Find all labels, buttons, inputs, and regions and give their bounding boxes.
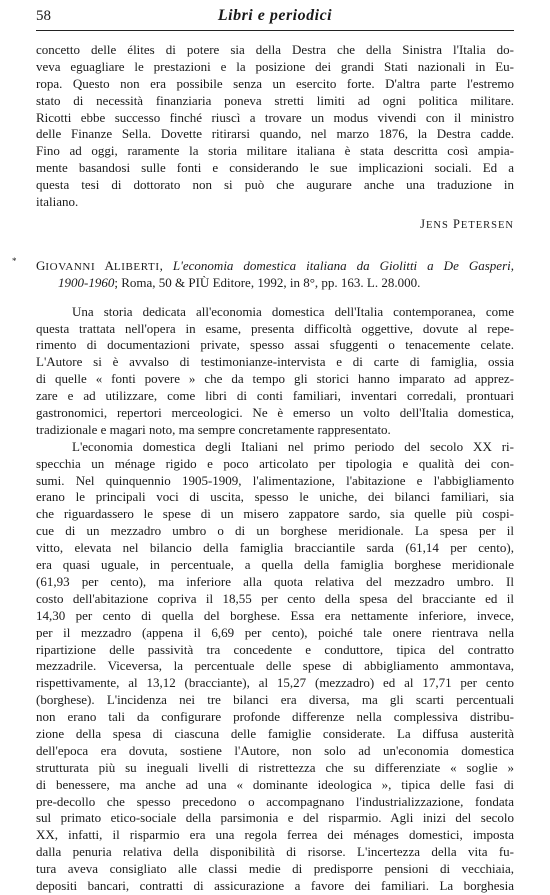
text-line: era quasi uguale, in percentuale, a quella della famiglia borghese meridionale [36,557,514,573]
text-line: non erano tali da configurare profonde differenze nella complessiva distribu- [36,709,514,725]
text-line: mezzadrile. Viceversa, la percentuale delle spese di abbigliamento ammontava, [36,658,514,674]
text-line: dalla penuria relativa della disponibilità di risorse. L'incertezza della vita fu- [36,844,514,860]
text-line: 14,30 per cento di quella del borghese. Essa era nettamente inferiore, invece, [36,607,514,623]
text-line: gastronomici, repertori merceologici. Ne è emerso un volto dell'Italia domestica, [36,405,514,421]
text-line: vitto, elevata nel bilancio della famiglia bracciantile sarda (61,14 per cento), [36,540,514,556]
text-line: italiano. [36,194,79,210]
text-line: ropa. Questo non era possibile senza un esercito forte. D'altra parte l'estremo [36,75,514,91]
text-line: che riguardassero le spese di un misero zappatore sardo, sia quelle più cospi- [36,506,514,522]
text-line: erano le principali voci di uscita, spesso le uniche, dei bilanci familiari, sia [36,489,514,505]
text-line: dell'epoca era dovuta, sostiene l'Autore, non solo ad un'economia domestica [36,742,514,758]
text-line: veva eguagliare le prestazioni e la posizione dei grandi Stati nazionali in Eu- [36,58,514,74]
text-line: rispettivamente, al 13,12 (bracciante), al 15,27 (mezzadro) ed al 17,71 per cento [36,675,514,691]
author-first-name: IOVANNI [45,260,96,273]
author-initial: A [104,257,114,273]
text-line: questa trattata nell'opera in esame, presenta difficoltà oggettive, dovute al repe- [36,320,514,336]
text-line: XX, infatti, il risparmio era una regola ferrea dei ménages domestici, imposta [36,827,514,843]
page-body [12,42,514,895]
text-line: (61,93 per cento), ma inferiore alla quota relativa del mezzadro umbro. Il [36,573,514,589]
text-line: tura aveva consigliato alle classi medie di predisporre pensioni di vecchiaia, [36,861,514,877]
text-line: (borghese). L'incidenza nei tre bilanci era diversa, ma gli scarti percentuali [36,692,514,708]
text-line: stato di necessità finanziaria poneva stretti limiti ad ogni politica militare. [36,92,514,108]
text-line: strutturata più su ineguali livelli di ristrettezza che su differenziate « soglie » [36,759,514,775]
text-line: di benessere, ma anche ad una « dominante ideologica », tipica delle fasi di [36,776,514,792]
text-line: cue di un mezzadro umbro o di un borghese meridionale. La spesa per il [36,523,514,539]
text-line: zione della spesa di ciascuna delle famiglie considerate. La diffusa austerità [36,725,514,741]
text-line: per il mezzadro (appena il 6,69 per cento), poiché tale onere rientrava nella [36,624,514,640]
text-line: questa tesi di dottorato non si può che augurare anche una traduzione in [36,177,514,193]
book-title-years: 1900-1960 [58,274,115,290]
text-line: L'economia domestica degli Italiani nel primo periodo del secolo XX ri- [72,438,514,454]
running-title: Libri e periodici [217,7,333,24]
review2-paragraph-2 [36,439,514,895]
signature-initial: J [420,216,426,231]
text-line: costo dell'abitazione copriva il 18,55 per cento della spesa del bracciante ed il [36,590,514,606]
book-title: L'economia domestica italiana da Giolitti a De Gasperi, [172,257,514,273]
text-line: ripartizione delle passività tra concedente e conduttore, tipica del contratto [36,641,514,657]
text-line: Fino ad oggi, raramente la storia militare italiana è stata descritta così ampia- [36,143,514,159]
text-line: di quelle « fonti povere » che da tempo gli storici hanno imparato ad apprez- [36,371,514,387]
signature-initial: P [452,216,461,231]
text-line: L'Autore si è avvalso di testimonianze-intervista e di carte di famiglia, ossia [36,354,514,370]
text-line: mente basandosi sulle fonti e considerando le sue implicazioni sociali. Ed a [36,160,514,176]
text-line: Ricotti ebbe successo finché riuscì a trovare un modus vivendi con il ministro [36,109,514,125]
author-last-name: LIBERTI [113,260,160,273]
review2-reference: * GIOVANNI ALIBERTI, L'economia domestica italiana da Giolitti a De Gasperi, 1900-1960; Roma, 50 & PIÙ Editore, 1992, in 8°, pp. 163. L. 28.000. [12,255,514,290]
page-number: 58 [36,8,51,24]
text-line: delle Finanze Sella. Dovette ritirarsi quando, nel marzo 1876, la Destra cadde. [36,126,514,142]
text-line: zare e ad utilizzare, come libri di conti familiari, inventari corredali, prontuari [36,388,514,404]
text-line: sul primato etico-sociale della parsimonia e del risparmio. Agli inizi del secolo [36,810,514,826]
author-initial: G [36,257,46,273]
text-line: tradizionale e magari noto, ma sempre concretamente rappresentato. [36,421,391,437]
header-rule [36,30,514,31]
text-line: rimento di documentazioni private, spesso assai sfuggenti o tenacemente celate. [36,337,514,353]
publication-details: ; Roma, 50 & PIÙ Editore, 1992, in 8°, pp. 163. L. 28.000. [114,274,421,290]
text-line: pre-decollo che spesso precedono o accompagnano l'industrializzazione, fondata [36,793,514,809]
text-line: concetto delle élites di potere sia della Destra che della Sinistra l'Italia do- [36,42,514,57]
text-line: depositi bancari, contratti di assicurazione a favore dei familiari. La borghesia [36,877,514,893]
review2-paragraph-1 [36,304,514,439]
text-line: sumi. Nel quinquennio 1905-1909, l'alimentazione, l'abitazione e l'abbigliamento [36,472,514,488]
text-line: Una storia dedicata all'economia domestica dell'Italia contemporanea, come [72,303,514,319]
signature-last-name: ETERSEN [460,219,514,231]
review1-signature [36,215,514,233]
review-bullet: * [12,255,17,266]
text-line: specchia un ménage rigido e poco articolato per tipologia e qualità dei con- [36,455,514,471]
review1-tail [36,42,514,211]
page-header [36,8,514,30]
signature-first-name: ENS [425,219,449,231]
